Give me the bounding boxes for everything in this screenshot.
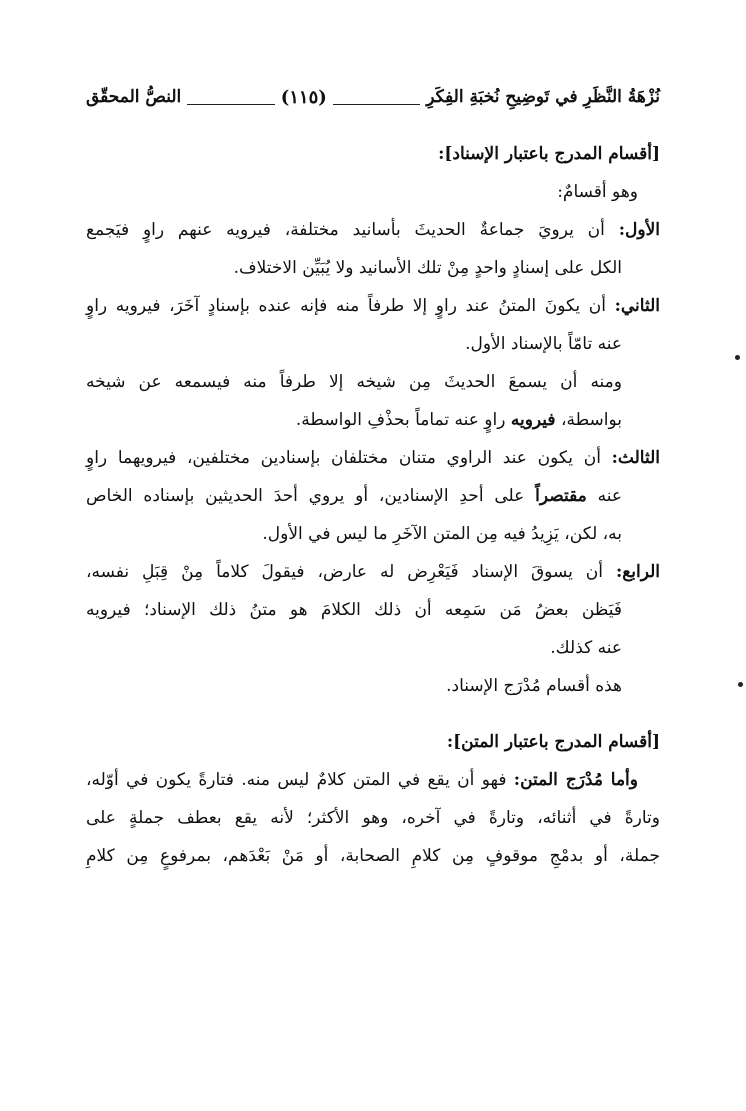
second-extra-line-1: ومنه أن يسمعَ الحديثَ مِن شيخه إلا طرفاً منه فيسمعه عن شيخه	[86, 372, 622, 392]
first-line-2: الكل على إسنادٍ واحدٍ مِنْ تلك الأسانيد ولا يُبَيِّن الاختلاف.	[233, 258, 622, 278]
second-text-1: أن يكونَ المتنُ عند راوٍ إلا طرفاً منه فإنه عنده بإسنادٍ آخَرَ، فيرويه راوٍ	[86, 296, 606, 316]
third-bold: مقتصراً	[535, 486, 587, 506]
fourth-line-2: فَيَظن بعضُ مَن سَمِعه أن ذلك الكلامَ هو متنُ ذلك الإسناد؛ فيرويه	[86, 600, 622, 620]
heading-isnad: [أقسام المدرج باعتبار الإسناد]:	[438, 144, 660, 164]
header-rule-right	[333, 90, 420, 105]
second-extra-text-a: بواسطة،	[560, 410, 622, 430]
heading-matn: [أقسام المدرج باعتبار المتن]:	[446, 732, 660, 752]
matn-line-1	[86, 761, 660, 799]
page-number: (١١٥)	[280, 86, 327, 108]
header-section-title: النصُّ المحقّق	[86, 87, 182, 107]
matn-line-2: وتارةً في أثنائه، وتارةً في آخره، وهو الأكثر؛ لأنه يقع بعطف جملةٍ على	[86, 808, 660, 828]
second-extra-text-c: راوٍ عنه تماماً بحذْفِ الواسطة.	[295, 410, 506, 430]
intro-line: وهو أقسامٌ:	[557, 182, 638, 202]
page-body	[86, 135, 660, 875]
second-line-1	[86, 287, 660, 325]
fourth-text-1: أن يسوقَ الإسناد فَيَعْرِض له عارض، فيقولَ كلاماً مِنْ قِبَلِ نفسه،	[86, 562, 603, 582]
section-gap	[86, 705, 660, 723]
fourth-line-1	[86, 553, 660, 591]
third-text-1: أن يكون عند الراوي متنان مختلفان بإسنادين مختلفين، فيرويهما راوٍ	[86, 448, 601, 468]
third-text-2a: عنه	[597, 486, 622, 506]
header-book-title: نُزْهَةُ النَّظَرِ في تَوضِيحِ نُخبَةِ الفِكَرِ	[426, 87, 660, 107]
third-text-2c: على أحدِ الإسنادين، أو يروي أحدَ الحديثين بإسناده الخاص	[86, 486, 525, 506]
second-label: الثاني:	[614, 296, 660, 316]
third-label: الثالث:	[611, 448, 661, 468]
matn-text-1: فهو أن يقع في المتن كلامٌ ليس منه. فتارةً يكون في أوّله،	[86, 770, 507, 790]
first-line-1	[86, 211, 660, 249]
first-text-1: أن يرويَ جماعةٌ الحديثَ بأسانيد مختلفة، فيرويه عنهم راوٍ فيَجمع	[86, 220, 605, 240]
header-rule-left	[187, 90, 274, 105]
third-line-2	[86, 477, 660, 515]
fourth-label: الرابع:	[615, 562, 660, 582]
third-line-3: به، لكن، يَزِيدُ فيه مِن المتن الآخَرِ ما ليس في الأول.	[262, 524, 622, 544]
fourth-line-3: عنه كذلك.	[550, 638, 622, 658]
second-line-2: عنه تامّاً بالإسناد الأول.	[465, 334, 622, 354]
matn-label: وأما مُدْرَج المتن:	[513, 770, 638, 790]
margin-dot-lower	[738, 682, 743, 687]
first-label: الأول:	[618, 220, 660, 240]
matn-line-3: جملة، أو بدمْجِ موقوفٍ مِن كلامِ الصحابة، أو مَنْ بَعْدَهم، بمرفوعٍ مِن كلامِ	[86, 846, 660, 866]
margin-dot-upper	[735, 355, 740, 360]
second-extra-bold: فيرويه	[510, 410, 556, 430]
third-line-1	[86, 439, 660, 477]
summary-line: هذه أقسام مُدْرَج الإسناد.	[446, 676, 622, 696]
second-extra-line-2	[86, 401, 660, 439]
page-header	[86, 82, 660, 112]
